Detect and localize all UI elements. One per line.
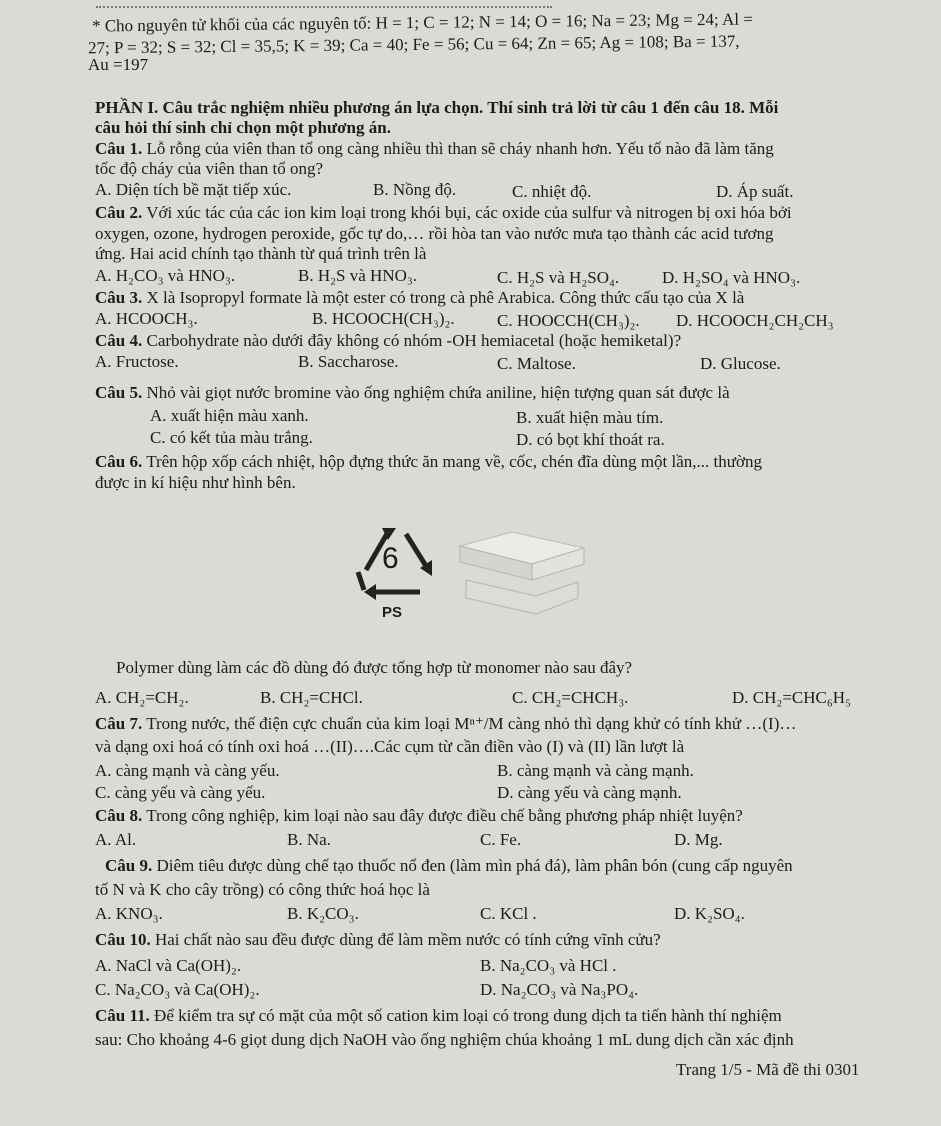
q5-option-c[interactable]: C. có kết tủa màu trắng. xyxy=(150,428,313,447)
question-10 xyxy=(95,930,661,950)
q1-option-c[interactable]: C. nhiệt độ. xyxy=(512,182,592,201)
q7-option-a[interactable]: A. càng mạnh và càng yếu. xyxy=(95,761,280,780)
q9-option-b[interactable]: B. K₂CO₃. xyxy=(287,904,359,923)
q8-option-d[interactable]: D. Mg. xyxy=(674,830,723,849)
question-8 xyxy=(95,806,743,826)
question-7-label: Câu 7. xyxy=(95,714,143,733)
question-4 xyxy=(95,331,681,351)
q9-option-d[interactable]: D. K₂SO₄. xyxy=(674,904,745,923)
question-5-text: Nhỏ vài giọt nước bromine vào ống nghiệm chứa aniline, hiện tượng quan sát được là xyxy=(146,383,730,402)
q7-option-b[interactable]: B. càng mạnh và càng mạnh. xyxy=(497,761,694,780)
question-7 xyxy=(95,714,796,734)
question-5-label: Câu 5. xyxy=(95,383,143,402)
q3-option-d[interactable]: D. HCOOCH₂CH₂CH₃ xyxy=(676,311,834,330)
q10-option-b[interactable]: B. Na₂CO₃ và HCl . xyxy=(480,956,617,975)
question-2-text: Với xúc tác của các ion kim loại trong khói bụi, các oxide của sulfur và nitrogen bị oxi hóa bởi xyxy=(146,203,792,222)
q8-option-b[interactable]: B. Na. xyxy=(287,830,331,849)
q2-option-d[interactable]: D. H₂SO₄ và HNO₃. xyxy=(662,268,801,287)
q5-option-b[interactable]: B. xuất hiện màu tím. xyxy=(516,408,664,427)
atomic-masses-line-1: * Cho nguyên tử khối của các nguyên tố: H = 1; C = 12; N = 14; O = 16; Na = 23; Mg = 24; Al = xyxy=(91,9,753,36)
question-4-label: Câu 4. xyxy=(95,331,143,350)
q3-option-b[interactable]: B. HCOOCH(CH₃)₂. xyxy=(312,309,455,328)
question-2-text-3: ứng. Hai acid chính tạo thành từ quá trình trên là xyxy=(95,244,427,263)
question-6-label: Câu 6. xyxy=(95,452,143,471)
q4-option-d[interactable]: D. Glucose. xyxy=(700,354,781,373)
question-3 xyxy=(95,288,744,308)
q6-option-b[interactable]: B. CH₂=CHCl. xyxy=(260,688,363,707)
section-heading: PHẦN I. Câu trắc nghiệm nhiều phương án lựa chọn. Thí sinh trả lời từ câu 1 đến câu 18. Mỗi xyxy=(95,98,779,117)
question-3-label: Câu 3. xyxy=(95,288,143,307)
q1-option-d[interactable]: D. Áp suất. xyxy=(716,182,794,201)
question-9-text: Diêm tiêu được dùng chế tạo thuốc nổ đen (làm mìn phá đá), làm phân bón (cung cấp nguyên xyxy=(156,856,793,875)
question-2-label: Câu 2. xyxy=(95,203,143,222)
question-1-label: Câu 1. xyxy=(95,139,143,158)
question-3-text: X là Isopropyl formate là một ester có trong cà phê Arabica. Công thức cấu tạo của X là xyxy=(146,288,745,307)
question-6-text-3: Polymer dùng làm các đồ dùng đó được tổng hợp từ monomer nào sau đây? xyxy=(116,658,633,677)
atomic-masses-line-3: Au =197 xyxy=(88,55,149,74)
foam-container-image xyxy=(452,528,592,620)
question-10-label: Câu 10. xyxy=(95,930,151,949)
question-1 xyxy=(95,139,774,159)
q10-option-d[interactable]: D. Na₂CO₃ và Na₃PO₄. xyxy=(480,980,639,999)
question-11 xyxy=(95,1006,782,1026)
section-heading-2: câu hỏi thí sinh chỉ chọn một phương án. xyxy=(95,118,391,137)
question-9-label: Câu 9. xyxy=(105,856,153,875)
atomic-masses-line-2: 27; P = 32; S = 32; Cl = 35,5; K = 39; Ca = 40; Fe = 56; Cu = 64; Zn = 65; Ag = 108; Ba = 137, xyxy=(87,31,740,58)
q2-option-c[interactable]: C. H₂S và H₂SO₄. xyxy=(497,268,620,287)
question-8-text: Trong công nghiệp, kim loại nào sau đây được điều chế bằng phương pháp nhiệt luyện? xyxy=(146,806,743,825)
q2-option-a[interactable]: A. H₂CO₃ và HNO₃. xyxy=(95,266,236,285)
question-6-text: Trên hộp xốp cách nhiệt, hộp đựng thức ăn mang về, cốc, chén đĩa dùng một lần,... thường xyxy=(146,452,762,471)
q10-option-c[interactable]: C. Na₂CO₃ và Ca(OH)₂. xyxy=(95,980,260,999)
question-2-text-2: oxygen, ozone, hydrogen peroxide, gốc tự do,… rồi hòa tan vào nước mưa tạo thành các acid tương xyxy=(95,224,774,243)
q8-option-c[interactable]: C. Fe. xyxy=(480,830,522,849)
q6-option-c[interactable]: C. CH₂=CHCH₃. xyxy=(512,688,629,707)
question-6-text-2: được in kí hiệu như hình bên. xyxy=(95,473,296,492)
header-rule xyxy=(96,6,552,8)
q9-option-a[interactable]: A. KNO₃. xyxy=(95,904,163,923)
question-11-label: Câu 11. xyxy=(95,1006,150,1025)
q4-option-b[interactable]: B. Saccharose. xyxy=(298,352,399,371)
question-4-text: Carbohydrate nào dưới đây không có nhóm -OH hemiacetal (hoặc hemiketal)? xyxy=(146,331,682,350)
q4-option-c[interactable]: C. Maltose. xyxy=(497,354,576,373)
question-9-text-2: tố N và K cho cây trồng) có công thức hoá học là xyxy=(95,880,430,899)
page-footer: Trang 1/5 - Mã đề thi 0301 xyxy=(676,1060,860,1079)
q6-option-a[interactable]: A. CH₂=CH₂. xyxy=(95,688,189,707)
question-7-text: Trong nước, thế điện cực chuẩn của kim loại Mⁿ⁺/M càng nhỏ thì dạng khử có tính khử …(I)… xyxy=(146,714,797,733)
question-10-text: Hai chất nào sau đều được dùng để làm mềm nước có tính cứng vĩnh cửu? xyxy=(154,930,661,949)
q5-option-a[interactable]: A. xuất hiện màu xanh. xyxy=(150,406,309,425)
question-9 xyxy=(105,856,793,876)
recycle-number: 6 xyxy=(382,542,399,575)
q1-option-a[interactable]: A. Diện tích bề mặt tiếp xúc. xyxy=(95,180,292,199)
question-8-label: Câu 8. xyxy=(95,806,143,825)
q6-option-d[interactable]: D. CH₂=CHC₆H₅ xyxy=(732,688,851,707)
question-1-text: Lỗ rỗng của viên than tổ ong càng nhiều thì than sẽ cháy nhanh hơn. Yếu tố nào đã làm tăng xyxy=(146,139,774,158)
q3-option-a[interactable]: A. HCOOCH₃. xyxy=(95,309,198,328)
question-2 xyxy=(95,203,792,223)
recycle-code: PS xyxy=(382,604,403,621)
foam-box-icon xyxy=(452,528,592,620)
q2-option-b[interactable]: B. H₂S và HNO₃. xyxy=(298,266,418,285)
question-11-text: Để kiểm tra sự có mặt của một số cation kim loại có trong dung dịch ta tiến hành thí nghiệm xyxy=(154,1006,782,1025)
q1-option-b[interactable]: B. Nồng độ. xyxy=(373,180,457,199)
q9-option-c[interactable]: C. KCl . xyxy=(480,904,537,923)
question-6 xyxy=(95,452,762,472)
q4-option-a[interactable]: A. Fructose. xyxy=(95,352,179,371)
q10-option-a[interactable]: A. NaCl và Ca(OH)₂. xyxy=(95,956,242,975)
q7-option-d[interactable]: D. càng yếu và càng mạnh. xyxy=(497,783,682,802)
recycle-ps-logo xyxy=(348,520,444,624)
q7-option-c[interactable]: C. càng yếu và càng yếu. xyxy=(95,783,266,802)
q3-option-c[interactable]: C. HOOCCH(CH₃)₂. xyxy=(497,311,640,330)
question-5 xyxy=(95,383,730,403)
q5-option-d[interactable]: D. có bọt khí thoát ra. xyxy=(516,430,665,449)
q8-option-a[interactable]: A. Al. xyxy=(95,830,137,849)
question-11-text-2: sau: Cho khoảng 4-6 giọt dung dịch NaOH vào ống nghiệm chúa khoảng 1 mL dung dịch cần xác định xyxy=(95,1030,794,1049)
question-1-text-2: tốc độ cháy của viên than tổ ong? xyxy=(95,159,324,178)
question-7-text-2: và dạng oxi hoá có tính oxi hoá …(II)….Các cụm từ cần điền vào (I) và (II) lần lượt là xyxy=(95,737,685,756)
